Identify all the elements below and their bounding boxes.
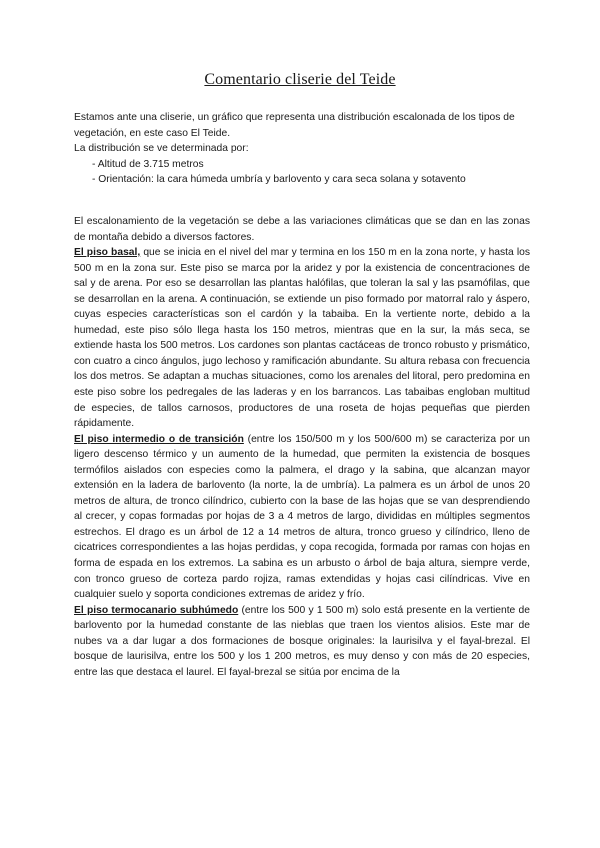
section-heading-piso-termocanario: El piso termocanario subhúmedo: [74, 604, 239, 616]
paragraph-text: El escalonamiento de la vegetación se debe a las variaciones climáticas que se dan en las zonas de montaña debido a diversos factores.: [74, 216, 530, 243]
factor-list: [74, 157, 530, 188]
paragraph-text: (entre los 500 y 1 500 m) solo está presente en la vertiente de barlovento por la humedad constante de las nieblas que traen los vientos alisios. Este mar de nubes va a dar lugar a dos formaciones de bosque originales: la laurisilva y el fayal-brezal. El bosque de laurisilva, entre los 500 y los 1 200 metros, es muy denso y con más de 20 especies, entre las que destaca el laurel. El fayal-brezal se sitúa por encima de la: [74, 604, 530, 678]
body-section: [74, 214, 530, 680]
paragraph-text: (entre los 150/500 m y los 500/600 m) se caracteriza por un ligero descenso térmico y un aumento de la humedad, que permiten la existencia de bosques termófilos aislados con especies como la palmera, el drago y la sabina, que alcanzan mayor extensión en la ladera de barlovento (la norte, la de umbría). La palmera es un árbol de unos 20 metros de altura, de tronco cilíndrico, cubierto con la base de las hojas que se van desprendiendo al crecer, y copas formadas por hojas de 3 a 4 metros de largo, divididas en múltiples segmentos estrechos. El drago es un árbol de 12 a 14 metros de altura, tronco grueso y cilíndrico, lleno de cicatrices correspondientes a las hojas perdidas, y copa recogida, formada por ramas con hojas en forma de espada en los extremos. La sabina es un arbusto o árbol de baja altura, siempre verde, con tronco grueso de corteza pardo rojiza, ramas extendidas y hojas casi cilíndricas. Vive en cualquier suelo y soporta condiciones extremas de aridez y frío.: [74, 433, 531, 601]
paragraph-piso-basal: [74, 245, 530, 432]
paragraph-piso-termocanario: [74, 603, 530, 681]
factor-item-altitude: - Altitud de 3.715 metros: [92, 157, 530, 173]
intro-line-2: La distribución se ve determinada por:: [74, 143, 249, 155]
factor-item-orientation: - Orientación: la cara húmeda umbría y barlovento y cara seca solana y sotavento: [92, 172, 530, 188]
section-heading-piso-basal: El piso basal,: [74, 247, 141, 259]
paragraph-text: que se inicia en el nivel del mar y termina en los 150 m en la zona norte, y hasta los 500 m en la zona sur. Este piso se marca por la aridez y por la existencia de concentraciones de sal y de arena. Por eso se desarrollan las plantas halófilas, que toleran la sal y las psamófilas, que se desarrollan en la arena. A continuación, se extiende un piso formado por matorral ralo y áspero, cuyas especies características son el cardón y la tabaiba. En la vertiente norte, debido a la humedad, este piso sólo llega hasta los 150 metros, mientras que en la sur, la más seca, se extiende hasta los 500 metros. Los cardones son plantas cactáceas de tronco robusto y prismático, con cuatro a cinco ángulos, jugo lechoso y ramificación abundante. Su altura rebasa con frecuencia los dos metros. Se adaptan a muchas situaciones, como los arenales del litoral, pero predomina en este piso sobre los pedregales de las laderas y en los barrancos. Las tabaibas engloban multitud de especies, de tallos carnosos, productores de una roseta de hojas pequeñas que pierden rápidamente.: [74, 247, 530, 430]
paragraph-piso-intermedio: [74, 432, 530, 603]
section-heading-piso-intermedio: El piso intermedio o de transición: [74, 433, 244, 445]
intro-section: [74, 110, 530, 188]
paragraph-escalonamiento: [74, 214, 530, 245]
document-title: Comentario cliserie del Teide: [204, 71, 396, 88]
intro-line-1: Estamos ante una cliserie, un gráfico que representa una distribución escalonada de los tipos de vegetación, en este caso El Teide.: [74, 112, 515, 139]
